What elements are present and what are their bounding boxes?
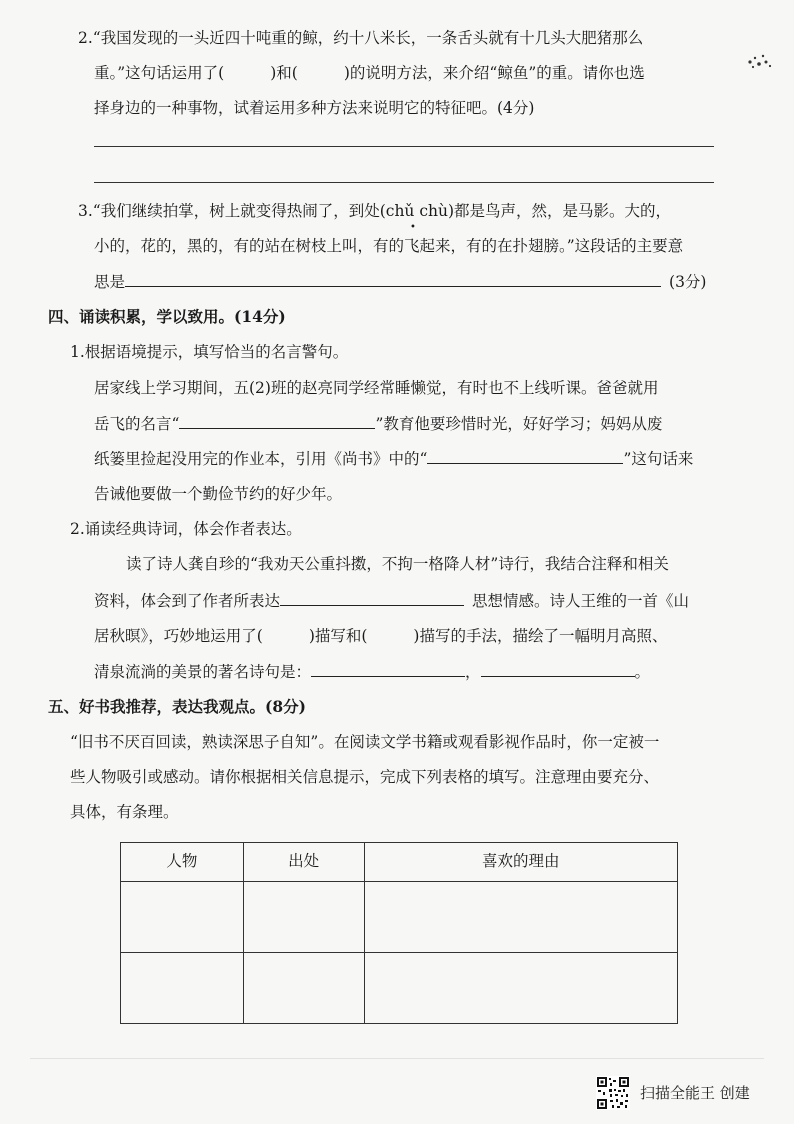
s4-item2-comma: ， bbox=[465, 663, 481, 681]
table-cell-source[interactable] bbox=[243, 882, 364, 953]
s4-item2-line4 bbox=[94, 660, 650, 683]
q3-line2: 小的，花的，黑的，有的站在树枝上叫，有的飞起来，有的在扑翅膀。”这段话的主要意 bbox=[94, 237, 684, 255]
q3-answer-blank[interactable] bbox=[125, 270, 661, 287]
q2-line1: 2.“我国发现的一头近四十吨重的鲸，约十八米长，一条舌头就有十几头大肥猪那么 bbox=[78, 29, 644, 47]
s4-item1-line2-tail: ”教育他要珍惜时光，好好学习；妈妈从废 bbox=[375, 415, 663, 433]
table-row bbox=[121, 882, 678, 953]
q2-line2-part-a: 重。”这句话运用了( bbox=[94, 64, 225, 82]
q3-score: (3分) bbox=[669, 273, 707, 291]
yuefei-quote-blank[interactable] bbox=[179, 412, 375, 429]
s4-item2-line3-lead: 居秋暝》，巧妙地运用了( bbox=[94, 627, 263, 645]
header-reason: 喜欢的理由 bbox=[364, 843, 677, 882]
poem-line-blank-1[interactable] bbox=[311, 660, 465, 677]
table-row bbox=[121, 953, 678, 1024]
q3-line1: 3.“我们继续拍掌，树上就变得热闹了，到处(chǔ chù)都是鸟声，然，是马影。大的， bbox=[78, 202, 672, 220]
s5-line3: 具体，有条理。 bbox=[70, 803, 179, 821]
s4-item2-line3 bbox=[94, 625, 667, 647]
table-cell-reason[interactable] bbox=[364, 953, 677, 1024]
header-source: 出处 bbox=[243, 843, 364, 882]
book-recommendation-table bbox=[120, 842, 678, 1024]
qr-code-icon bbox=[596, 1076, 630, 1110]
s4-item1-line3-tail: ”这句话来 bbox=[623, 450, 694, 468]
s4-item2-line3-mid: )描写和( bbox=[308, 627, 368, 645]
poem-line-blank-2[interactable] bbox=[481, 660, 635, 677]
s4-item2-title: 2.诵读经典诗词，体会作者表达。 bbox=[70, 520, 302, 538]
s5-line1: “旧书不厌百回读，熟读深思子自知”。在阅读文学书籍或观看影视作品时，你一定被一 bbox=[70, 733, 660, 751]
s4-item2-line1: 读了诗人龚自珍的“我劝天公重抖擞，不拘一格降人材”诗行，我结合注释和相关 bbox=[126, 555, 669, 573]
q2-line3: 择身边的一种事物，试着运用多种方法来说明它的特征吧。(4分) bbox=[94, 99, 535, 117]
s4-item1-line4: 告诫他要做一个勤俭节约的好少年。 bbox=[94, 485, 343, 503]
q3-line3 bbox=[94, 270, 706, 293]
table-cell-character[interactable] bbox=[121, 882, 244, 953]
table-cell-source[interactable] bbox=[243, 953, 364, 1024]
s4-item1-title: 1.根据语境提示，填写恰当的名言警句。 bbox=[70, 343, 349, 361]
shangshu-quote-blank[interactable] bbox=[427, 447, 623, 464]
scanner-brand-label: 扫描全能王 创建 bbox=[640, 1084, 750, 1102]
header-character: 人物 bbox=[121, 843, 244, 882]
s4-item1-line2-lead: 岳飞的名言“ bbox=[94, 415, 180, 433]
s4-item2-line4-lead: 清泉流淌的美景的著名诗句是： bbox=[94, 663, 312, 681]
q2-line2 bbox=[94, 62, 645, 84]
table-header-row bbox=[121, 843, 678, 882]
q2-line2-part-b: )和( bbox=[270, 64, 298, 82]
s4-item2-line3-tail: )描写的手法，描绘了一幅明月高照、 bbox=[413, 627, 668, 645]
s4-item1-line3 bbox=[94, 447, 693, 470]
s4-item2-line2-tail: 思想情感。诗人王维的一首《山 bbox=[472, 592, 690, 610]
s4-item1-line3-lead: 纸篓里捡起没用完的作业本，引用《尚书》中的“ bbox=[94, 450, 428, 468]
s4-item2-line2 bbox=[94, 589, 689, 612]
s4-item2-period: 。 bbox=[634, 663, 651, 681]
section5-heading: 五、好书我推荐，表达我观点。(8分) bbox=[48, 697, 306, 716]
q2-answer-line-1[interactable] bbox=[94, 146, 714, 147]
scan-speck-icon bbox=[744, 50, 774, 72]
table-cell-character[interactable] bbox=[121, 953, 244, 1024]
s4-item2-line2-lead: 资料，体会到了作者所表达 bbox=[94, 592, 281, 610]
s4-item1-line2 bbox=[94, 412, 662, 435]
s5-line2: 些人物吸引或感动。请你根据相关信息提示，完成下列表格的填写。注意理由要充分、 bbox=[70, 768, 660, 786]
q3-line3-lead: 思是 bbox=[94, 273, 126, 291]
s4-item1-line1: 居家线上学习期间，五(2)班的赵亮同学经常睡懒觉，有时也不上线听课。爸爸就用 bbox=[94, 379, 659, 397]
q2-answer-line-2[interactable] bbox=[94, 182, 714, 183]
q2-line2-part-c: )的说明方法，来介绍“鲸鱼”的重。请你也选 bbox=[343, 64, 645, 82]
footer-divider bbox=[30, 1058, 764, 1059]
emotion-blank[interactable] bbox=[280, 589, 464, 606]
emphasis-dot: • bbox=[410, 222, 416, 233]
section4-heading: 四、诵读积累，学以致用。(14分) bbox=[48, 307, 286, 326]
table-cell-reason[interactable] bbox=[364, 882, 677, 953]
